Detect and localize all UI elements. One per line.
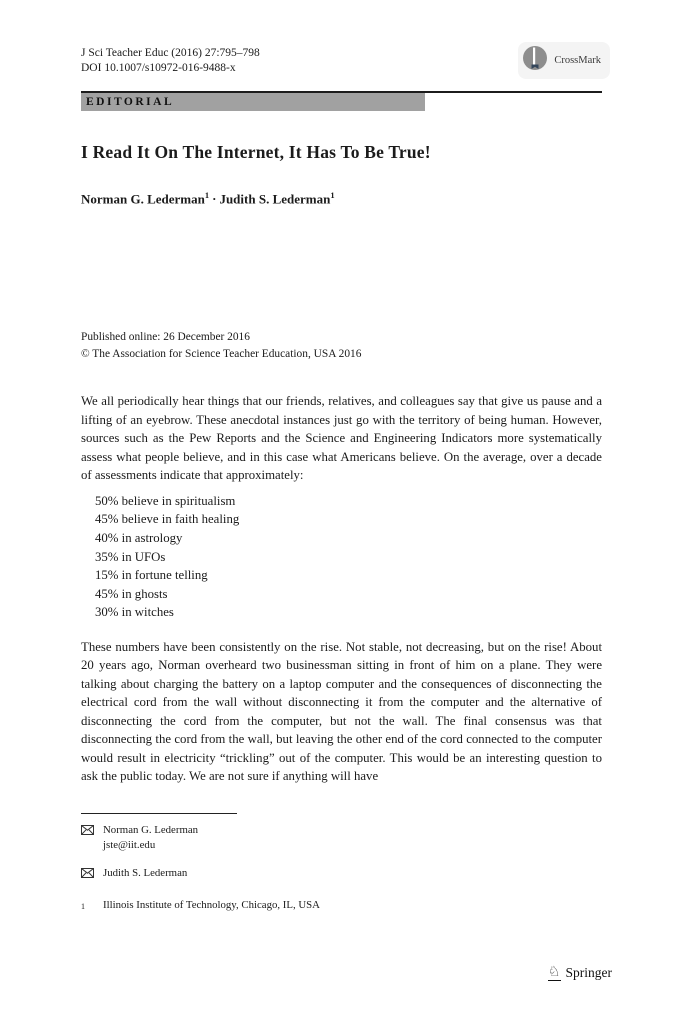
publisher-name: Springer	[565, 965, 612, 980]
doi: DOI 10.1007/s10972-016-9488-x	[81, 62, 236, 74]
affiliation-footnote	[81, 898, 602, 915]
list-item: 15% in fortune telling	[95, 568, 208, 583]
crossmark-badge[interactable]	[518, 42, 610, 79]
footnote-area	[81, 813, 602, 915]
list-item: 45% believe in faith healing	[95, 512, 240, 527]
affiliation-marker: 1	[204, 190, 210, 200]
list-item: 40% in astrology	[95, 531, 183, 546]
correspondence-entry	[81, 823, 602, 854]
correspondence-name: Judith S. Lederman	[103, 866, 188, 879]
publication-info	[81, 329, 602, 362]
crossmark-label: CrossMark	[554, 55, 601, 66]
author-separator: ·	[212, 191, 217, 207]
section-banner: EDITORIAL	[81, 93, 425, 111]
affiliation-marker: 1	[81, 902, 85, 912]
correspondence-entry	[81, 866, 602, 884]
page-header	[81, 46, 602, 79]
author-line	[81, 190, 602, 207]
list-item: 45% in ghosts	[95, 586, 168, 601]
paragraph-1: We all periodically hear things that our friends, relatives, and colleagues say that give us pause and a lifting of an eyebrow. These anecdotal instances just go with the territory of being human. However, sources such as the Pew Reports and the Science and Engineering Indicators more systematically assess what people believe, and in this case what Americans believe. On the average, over a decade of assessments indicate that approximately:	[81, 394, 602, 483]
journal-reference: J Sci Teacher Educ (2016) 27:795–798	[81, 47, 260, 59]
crossmark-icon	[522, 45, 548, 76]
belief-list	[81, 492, 602, 622]
article-title: I Read It On The Internet, It Has To Be True!	[81, 142, 431, 162]
author-name: Norman G. Lederman	[81, 191, 205, 207]
footnote-rule	[81, 813, 237, 814]
published-online: Published online: 26 December 2016	[81, 331, 250, 344]
affiliation-text: Illinois Institute of Technology, Chicago, IL, USA	[103, 899, 320, 912]
list-item: 50% believe in spiritualism	[95, 493, 236, 508]
citation-block	[81, 46, 260, 76]
paragraph-2: These numbers have been consistently on the rise. Not stable, not decreasing, but on the rise! About 20 years ago, Norman overheard two businessman sitting in front of him on a plane. They were talking about charging the battery on a laptop computer and the consequences of disconnecting the electrical cord from the wall without disconnecting it from the computer and the alternative of disconnecting the cord from the computer, but not the wall. The final consensus was that disconnecting the cord from the wall, but leaving the other end of the cord connected to the computer would result in electricity “trickling” out of the computer. This would be an interesting question to ask the public today. We are not sure if anything will have	[81, 639, 602, 784]
correspondence-email[interactable]: jste@iit.edu	[103, 839, 156, 852]
copyright-line: © The Association for Science Teacher Education, USA 2016	[81, 347, 362, 360]
springer-horse-icon: ♘	[547, 964, 561, 980]
list-item: 35% in UFOs	[95, 549, 166, 564]
list-item: 30% in witches	[95, 605, 174, 620]
affiliation-marker: 1	[330, 190, 335, 200]
envelope-icon	[81, 825, 94, 854]
correspondence-name: Norman G. Lederman	[103, 823, 199, 836]
publisher-logo	[548, 965, 612, 981]
author-name: Judith S. Lederman	[219, 191, 331, 207]
envelope-icon	[81, 868, 94, 884]
